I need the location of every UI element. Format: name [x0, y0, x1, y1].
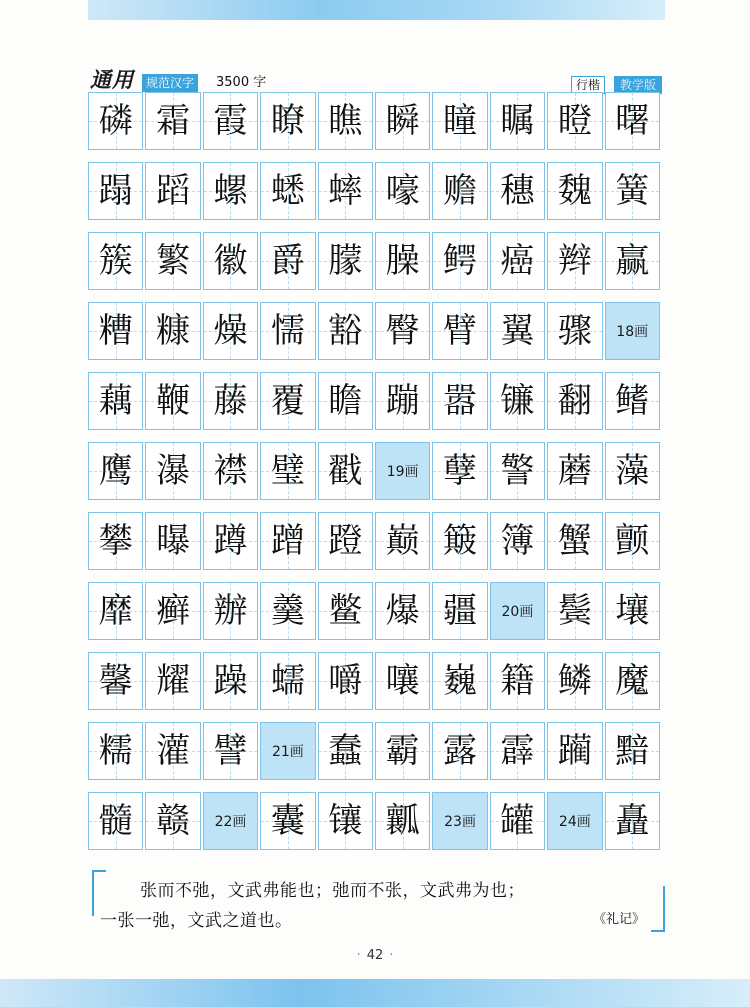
character-glyph: 赡 [443, 171, 478, 211]
stroke-count-label: 21画 [271, 744, 304, 760]
character-glyph: 霹 [500, 731, 535, 771]
character-cell [145, 372, 200, 430]
character-glyph: 镶 [328, 801, 363, 841]
character-glyph: 簇 [98, 241, 133, 281]
character-cell [432, 582, 487, 640]
character-cell [547, 582, 602, 640]
character-cell [490, 652, 545, 710]
character-cell [88, 92, 143, 150]
character-cell [547, 372, 602, 430]
character-glyph: 臂 [443, 311, 478, 351]
character-glyph: 藻 [615, 451, 650, 491]
character-cell [318, 302, 373, 360]
character-glyph: 罐 [500, 801, 535, 841]
stroke-count-label: 23画 [444, 814, 476, 830]
quote-line-2: 一张一弛，文武之道也。 [100, 911, 293, 931]
character-cell [432, 302, 487, 360]
character-glyph: 蹲 [213, 521, 248, 561]
character-glyph: 嚼 [328, 661, 363, 701]
character-cell [318, 162, 373, 220]
character-glyph: 蹬 [328, 521, 363, 561]
character-cell [547, 722, 602, 780]
character-glyph: 覆 [270, 381, 305, 421]
character-glyph: 魏 [557, 171, 592, 211]
character-cell [260, 652, 315, 710]
character-cell [605, 92, 660, 150]
character-cell [203, 652, 258, 710]
character-glyph: 躏 [557, 731, 592, 771]
character-glyph: 藤 [213, 381, 248, 421]
character-glyph: 曙 [615, 101, 650, 141]
character-glyph: 囊 [270, 801, 305, 841]
character-cell [260, 232, 315, 290]
brand-tag: 规范汉字 [142, 74, 198, 92]
stroke-count-cell [547, 792, 602, 850]
character-glyph: 癌 [500, 241, 535, 281]
character-glyph: 躁 [213, 661, 248, 701]
character-cell [88, 302, 143, 360]
character-cell [318, 652, 373, 710]
character-cell [145, 582, 200, 640]
character-glyph: 譬 [213, 731, 248, 771]
character-glyph: 鳄 [443, 241, 478, 281]
character-glyph: 蠕 [270, 661, 305, 701]
character-glyph: 朦 [328, 241, 363, 281]
character-glyph: 耀 [156, 661, 191, 701]
character-cell [490, 302, 545, 360]
character-cell [375, 792, 430, 850]
character-glyph: 鹰 [98, 451, 133, 491]
character-glyph: 露 [443, 731, 478, 771]
character-glyph: 瞪 [557, 101, 592, 141]
character-cell [375, 232, 430, 290]
character-cell [88, 232, 143, 290]
stroke-count-cell [375, 442, 430, 500]
character-glyph: 鳖 [328, 591, 363, 631]
character-glyph: 徽 [213, 241, 248, 281]
character-glyph: 孽 [443, 451, 478, 491]
character-cell [88, 652, 143, 710]
character-cell [490, 792, 545, 850]
character-cell [605, 582, 660, 640]
character-cell [547, 302, 602, 360]
quote-box [92, 870, 665, 932]
character-cell [260, 792, 315, 850]
character-cell [203, 92, 258, 150]
character-glyph: 籍 [500, 661, 535, 701]
stroke-count-label: 24画 [558, 814, 591, 830]
stroke-count-label: 18画 [616, 324, 649, 340]
character-cell [605, 442, 660, 500]
quote-bracket-bottom-right [651, 886, 665, 932]
character-cell [432, 232, 487, 290]
character-glyph: 馨 [98, 661, 133, 701]
character-cell [375, 722, 430, 780]
character-glyph: 瞧 [328, 101, 363, 141]
character-glyph: 鳍 [615, 381, 650, 421]
character-glyph: 瞬 [385, 101, 420, 141]
character-cell [432, 162, 487, 220]
character-cell [203, 442, 258, 500]
character-glyph: 糟 [98, 311, 133, 351]
character-glyph: 巅 [385, 521, 420, 561]
character-cell [145, 792, 200, 850]
character-cell [432, 442, 487, 500]
character-glyph: 颤 [615, 521, 650, 561]
brand-title: 通用 [90, 67, 134, 92]
character-glyph: 瞻 [328, 381, 363, 421]
character-cell [375, 652, 430, 710]
character-cell [203, 372, 258, 430]
character-cell [88, 722, 143, 780]
character-glyph: 髓 [98, 801, 133, 841]
character-glyph: 簧 [615, 171, 650, 211]
character-glyph: 攀 [98, 521, 133, 561]
character-glyph: 瀑 [156, 451, 191, 491]
character-cell [490, 372, 545, 430]
character-glyph: 嚣 [443, 381, 478, 421]
character-glyph: 戳 [328, 451, 363, 491]
page-number-dot-right-icon: · [389, 948, 394, 963]
character-cell [88, 162, 143, 220]
character-glyph: 癣 [156, 591, 191, 631]
character-glyph: 壤 [615, 591, 650, 631]
character-glyph: 藕 [98, 381, 133, 421]
character-cell [547, 232, 602, 290]
character-cell [605, 512, 660, 570]
character-cell [260, 582, 315, 640]
character-cell [605, 232, 660, 290]
character-cell [88, 442, 143, 500]
character-cell [88, 512, 143, 570]
character-cell [490, 162, 545, 220]
character-cell [260, 92, 315, 150]
character-cell [318, 722, 373, 780]
character-glyph: 赣 [156, 801, 191, 841]
character-cell [88, 582, 143, 640]
character-cell [605, 722, 660, 780]
stroke-count-cell [203, 792, 258, 850]
character-cell [432, 722, 487, 780]
character-cell [605, 162, 660, 220]
character-cell [145, 232, 200, 290]
character-cell [375, 512, 430, 570]
character-glyph: 爆 [385, 591, 420, 631]
character-cell [375, 162, 430, 220]
character-glyph: 鬓 [557, 591, 592, 631]
character-glyph: 瞳 [443, 101, 478, 141]
character-glyph: 瞩 [500, 101, 535, 141]
character-cell [145, 302, 200, 360]
stroke-count-label: 22画 [214, 814, 247, 830]
character-glyph: 蹋 [98, 171, 133, 211]
character-glyph: 懦 [270, 311, 305, 351]
character-glyph: 黯 [615, 731, 650, 771]
character-glyph: 蟀 [328, 171, 363, 211]
character-glyph: 赢 [615, 241, 650, 281]
character-glyph: 鳞 [557, 661, 592, 701]
character-glyph: 羹 [270, 591, 305, 631]
character-glyph: 嚎 [385, 171, 420, 211]
page-number-dot-left-icon: · [356, 948, 361, 963]
page-header [88, 62, 666, 92]
character-glyph: 蹭 [270, 521, 305, 561]
character-glyph: 螺 [213, 171, 248, 211]
stroke-count-label: 20画 [501, 604, 534, 620]
character-cell [547, 162, 602, 220]
character-cell [203, 582, 258, 640]
character-cell [375, 582, 430, 640]
stroke-count-cell [605, 302, 660, 360]
character-cell [260, 302, 315, 360]
character-cell [432, 372, 487, 430]
character-glyph: 霜 [156, 101, 191, 141]
character-glyph: 嚷 [385, 661, 420, 701]
character-glyph: 靡 [98, 591, 133, 631]
character-cell [318, 92, 373, 150]
brand-count: 3500 字 [216, 75, 267, 90]
character-glyph: 繁 [156, 241, 191, 281]
character-glyph: 璧 [270, 451, 305, 491]
character-glyph: 襟 [213, 451, 248, 491]
character-cell [547, 512, 602, 570]
character-cell [432, 652, 487, 710]
character-cell [203, 162, 258, 220]
character-glyph: 蠢 [328, 731, 363, 771]
character-glyph: 糯 [98, 731, 133, 771]
stroke-count-cell [432, 792, 487, 850]
character-cell [490, 92, 545, 150]
character-glyph: 鞭 [156, 381, 191, 421]
character-glyph: 臊 [385, 241, 420, 281]
character-cell [260, 372, 315, 430]
character-glyph: 蹈 [156, 171, 191, 211]
character-cell [145, 652, 200, 710]
character-glyph: 糠 [156, 311, 191, 351]
character-cell [605, 652, 660, 710]
character-cell [145, 442, 200, 500]
character-glyph: 磷 [98, 101, 133, 141]
character-cell [490, 232, 545, 290]
stroke-count-label: 19画 [386, 464, 419, 480]
stroke-count-cell [490, 582, 545, 640]
character-glyph: 警 [500, 451, 535, 491]
character-cell [88, 792, 143, 850]
character-glyph: 蹦 [385, 381, 420, 421]
page-number [0, 948, 750, 963]
character-glyph: 穗 [500, 171, 535, 211]
top-decorative-band [88, 0, 665, 20]
character-cell [203, 302, 258, 360]
character-glyph: 豁 [328, 311, 363, 351]
character-cell [203, 722, 258, 780]
character-cell [375, 92, 430, 150]
character-glyph: 疆 [443, 591, 478, 631]
bottom-decorative-band [0, 979, 750, 1007]
character-cell [145, 92, 200, 150]
character-cell [318, 442, 373, 500]
character-cell [375, 302, 430, 360]
character-cell [547, 652, 602, 710]
character-cell [490, 442, 545, 500]
character-cell [318, 372, 373, 430]
character-glyph: 霞 [213, 101, 248, 141]
character-glyph: 镰 [500, 381, 535, 421]
character-glyph: 蟋 [270, 171, 305, 211]
edition-label: 教学版 [614, 76, 662, 94]
character-glyph: 瞭 [270, 101, 305, 141]
character-cell [318, 232, 373, 290]
character-glyph: 灌 [156, 731, 191, 771]
character-cell [605, 792, 660, 850]
character-cell [203, 232, 258, 290]
style-label: 行楷 [571, 76, 605, 94]
character-cell [145, 162, 200, 220]
character-glyph: 簿 [500, 521, 535, 561]
character-glyph: 蟹 [557, 521, 592, 561]
character-cell [375, 372, 430, 430]
character-cell [490, 722, 545, 780]
character-cell [318, 792, 373, 850]
character-glyph: 骤 [557, 311, 592, 351]
character-cell [547, 442, 602, 500]
page-number-value: 42 [366, 948, 384, 963]
character-glyph: 矗 [615, 801, 650, 841]
character-cell [490, 512, 545, 570]
stroke-count-cell [260, 722, 315, 780]
character-cell [260, 442, 315, 500]
character-glyph: 巍 [443, 661, 478, 701]
character-cell [432, 512, 487, 570]
character-glyph: 臀 [385, 311, 420, 351]
character-cell [203, 512, 258, 570]
quote-source: 《礼记》 [592, 912, 645, 927]
character-glyph: 辦 [213, 591, 248, 631]
character-grid [88, 92, 660, 850]
character-cell [145, 722, 200, 780]
character-cell [260, 512, 315, 570]
character-cell [318, 512, 373, 570]
character-glyph: 瓤 [385, 801, 420, 841]
character-glyph: 霸 [385, 731, 420, 771]
character-glyph: 魔 [615, 661, 650, 701]
character-glyph: 燥 [213, 311, 248, 351]
character-cell [605, 372, 660, 430]
quote-line-1: 张而不弛，文武弗能也；弛而不张，文武弗为也； [140, 881, 525, 901]
character-glyph: 辫 [557, 241, 592, 281]
character-glyph: 簸 [443, 521, 478, 561]
character-glyph: 翻 [557, 381, 592, 421]
character-cell [145, 512, 200, 570]
character-glyph: 翼 [500, 311, 535, 351]
character-cell [260, 162, 315, 220]
character-glyph: 曝 [156, 521, 191, 561]
character-glyph: 蘑 [557, 451, 592, 491]
character-cell [432, 92, 487, 150]
character-glyph: 爵 [270, 241, 305, 281]
character-cell [547, 92, 602, 150]
character-cell [88, 372, 143, 430]
character-cell [318, 582, 373, 640]
